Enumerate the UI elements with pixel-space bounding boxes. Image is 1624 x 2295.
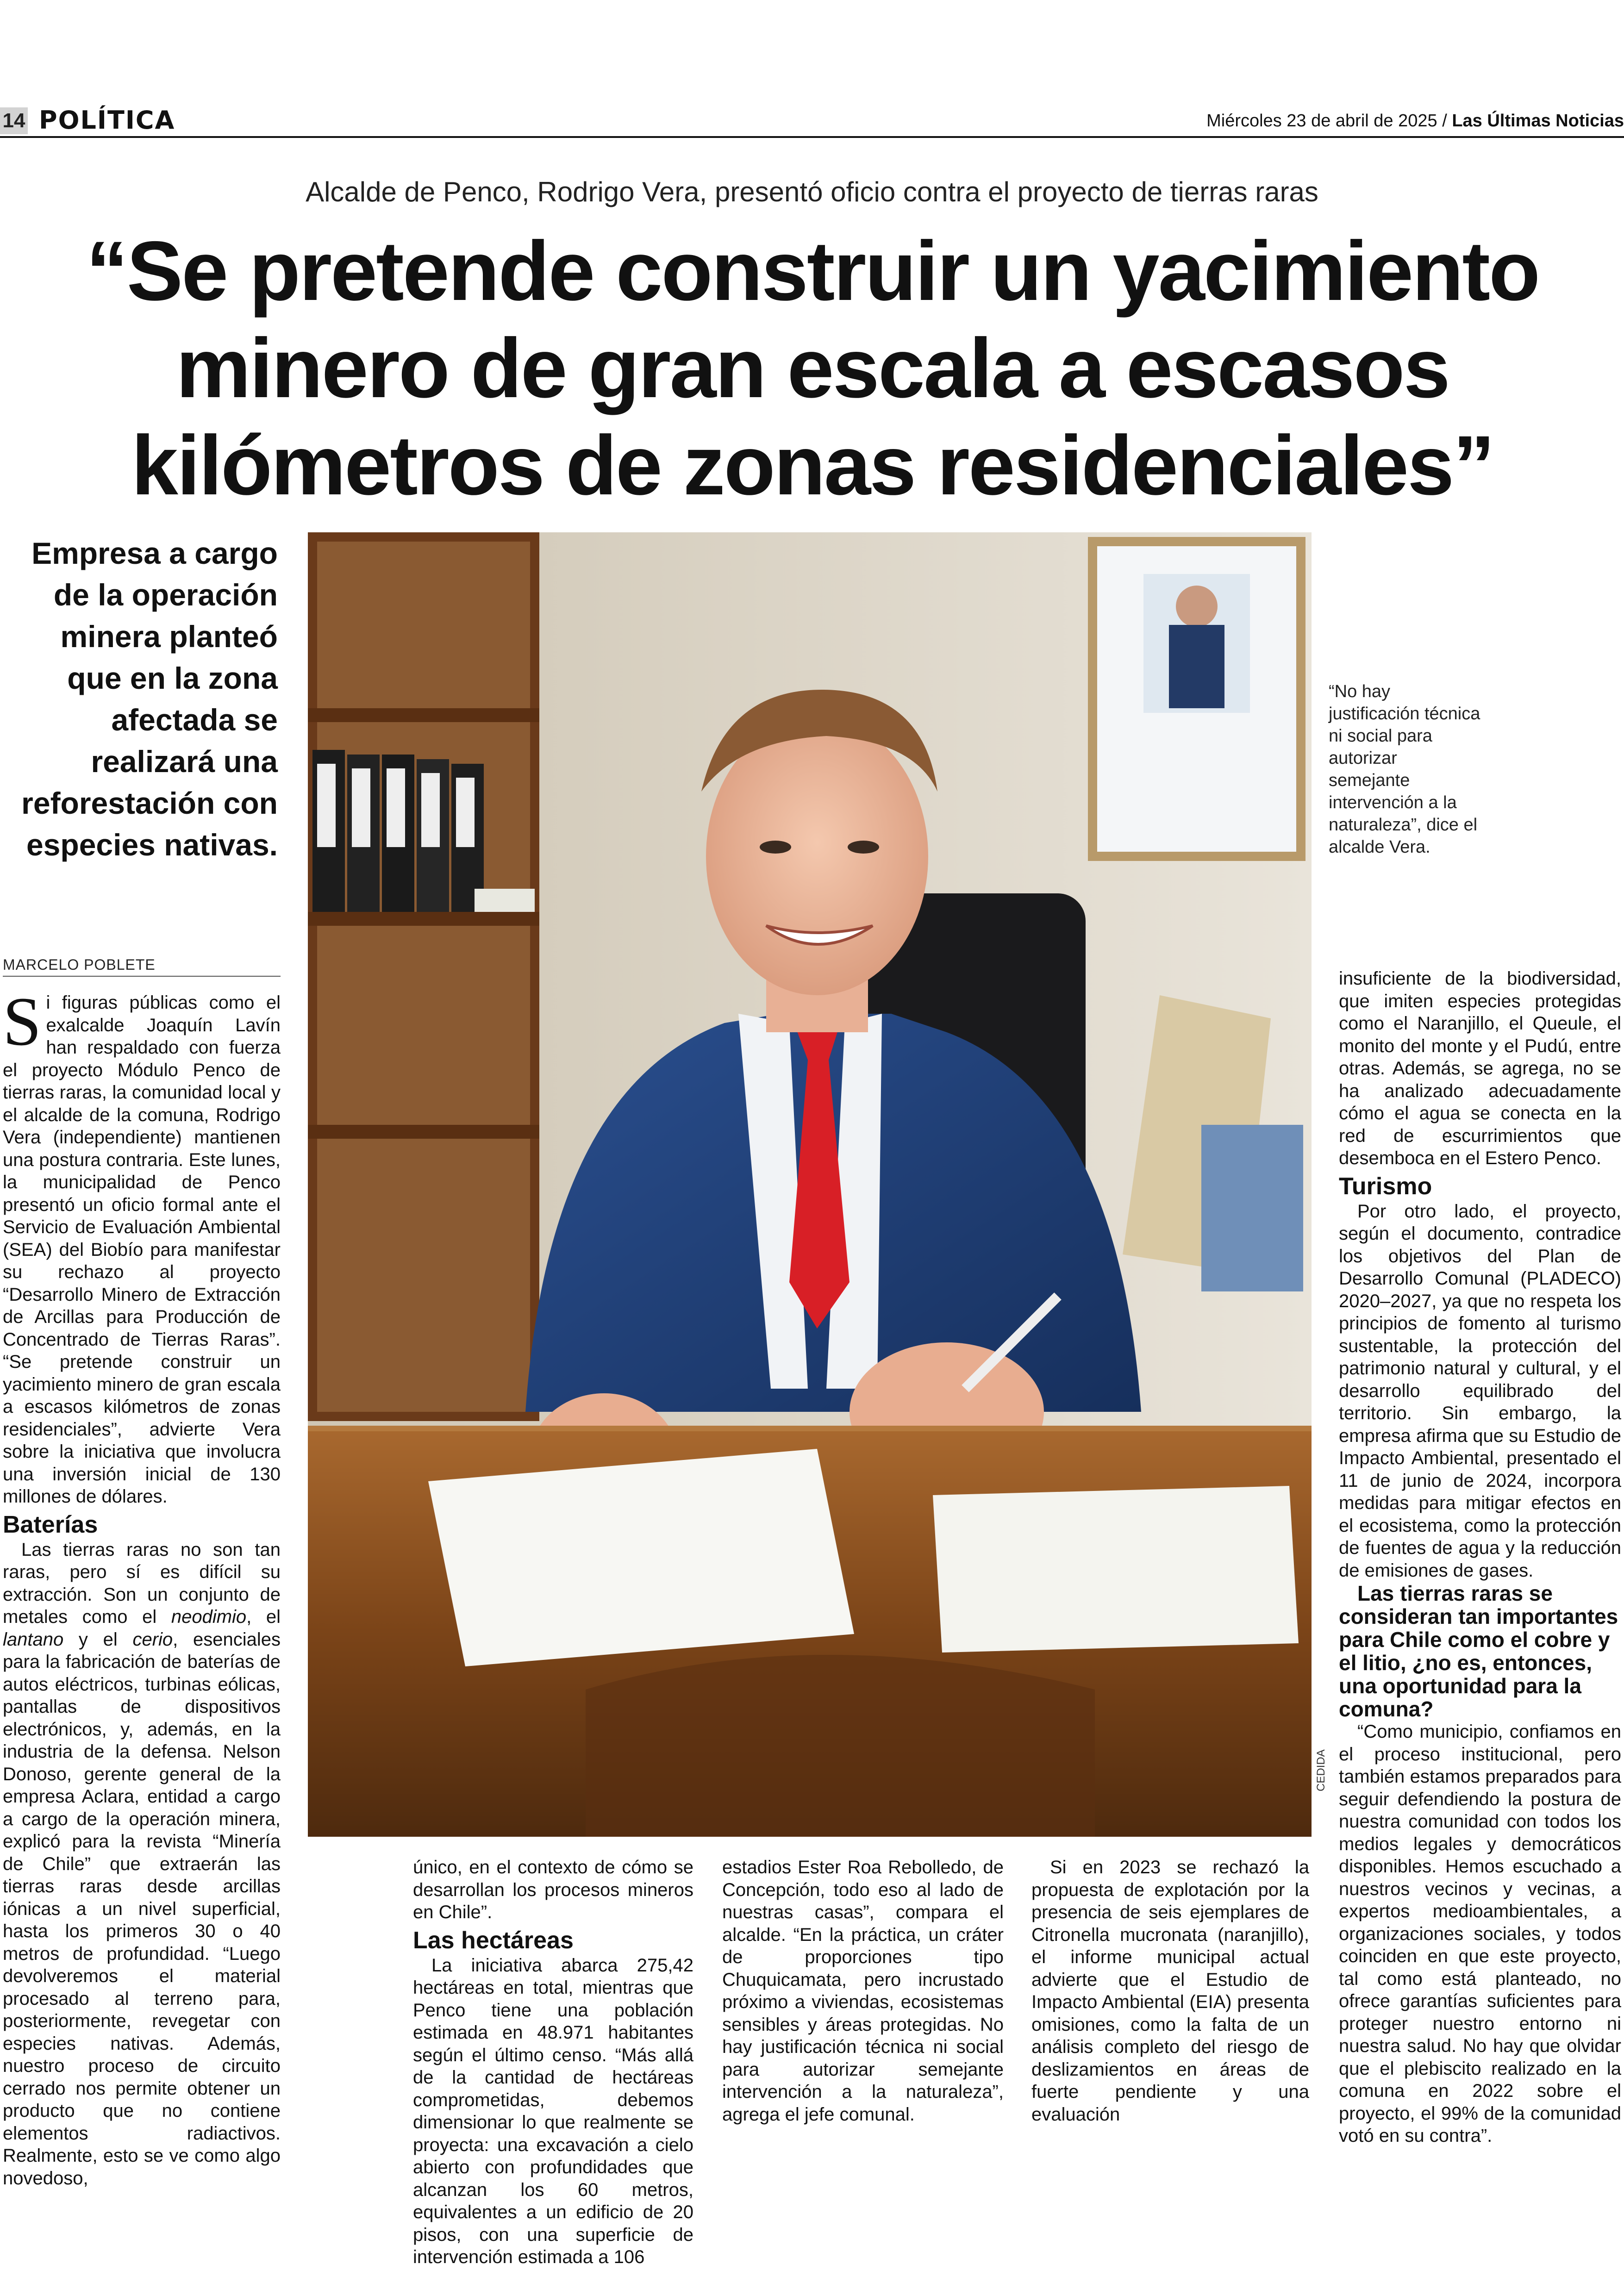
term-cerio: cerio bbox=[132, 1629, 173, 1650]
article-paragraph: Si en 2023 se rechazó la propuesta de explotación por la presencia de seis ejemplares de Citronella mucronata (naranjillo), el informe municipal actual advierte que el Estudio de Impacto Ambiental (EIA) presenta omisiones, como la falta de un análisis completo del riesgo de deslizamientos en áreas de fuerte pendiente y una evaluación bbox=[1031, 1857, 1309, 2125]
dateline bbox=[1206, 111, 1624, 131]
article-paragraph: La iniciativa abarca 275,42 hectáreas en total, mientras que Penco tiene una población estimada en 48.971 habitantes según el último censo. “Más allá de la cantidad de hectáreas comprometidas, debemos dimensionar lo que realmente se proyecta: una excavación a cielo abierto con profundidades que alcanzan los 60 metros, equivalentes a un edificio de 20 pisos, con una superficie de intervención estimada a 106 bbox=[413, 1955, 693, 2267]
text-run: Las tierras raras no son tan raras, pero sí es difícil su extracción. Son un conjunto de metales como el bbox=[3, 1539, 281, 1627]
issue-date: Miércoles 23 de abril de 2025 bbox=[1206, 111, 1437, 131]
lead-paragraph-text: i figuras públicas como el exalcalde Joaquín Lavín han respaldado con fuerza el proyecto Módulo Penco de tierras raras, la comunidad local y el alcalde de la comuna, Rodrigo Vera (independiente) mantienen una postura contraria. Este lunes, la municipalidad de Penco presentó un oficio formal ante el Servicio de Evaluación Ambiental (SEA) del Biobío para manifestar su rechazo al proyecto “Desarrollo Minero de Extracción de Arcillas para Producción de Concentrado de Tierras Raras”. “Se pretende construir un yacimiento minero de gran escala a escasos kilómetros de zonas residenciales”, advierte Vera sobre la iniciativa que involucra una inversión inicial de 130 millones de dólares. bbox=[3, 992, 281, 1507]
article-column-4 bbox=[1031, 1856, 1309, 2126]
article-column-5 bbox=[1339, 967, 1621, 2147]
deck: Empresa a cargo de la operación minera planteó que en la zona afectada se realizará una reforestación con especies nativas. bbox=[21, 536, 278, 862]
header-rule bbox=[0, 136, 1624, 138]
article-paragraph: Por otro lado, el proyecto, según el documento, contradice los objetivos del Plan de Desarrollo Comunal (PLADECO) 2020–2027, ya que no respeta los principios de fomento al turismo sustentable, la protección del patrimonio natural y cultural, y el desarrollo equilibrado del territorio. Sin embargo, la empresa afirma que su Estudio de Impacto Ambiental, presentado el 11 de junio de 2024, incorpora medidas para mitigar efectos en el ecosistema, como la protección de fuentes de agua y la reducción de emisiones de gases. bbox=[1339, 1201, 1621, 1581]
publication-name: Las Últimas Noticias bbox=[1452, 111, 1624, 131]
interview-question: Las tierras raras se consideran tan importantes para Chile como el cobre y el litio, ¿no es, entonces, una oportunidad para la comuna? bbox=[1339, 1581, 1618, 1721]
article-paragraph bbox=[3, 1539, 281, 2190]
term-lantano: lantano bbox=[3, 1629, 64, 1650]
photo-illustration bbox=[308, 532, 1312, 1837]
article-paragraph: insuficiente de la biodiversidad, que imiten especies protegidas como el Naranjillo, el Queule, el monito del monte y el Pudú, entre otras. Además, se agrega, no se ha analizado adecuadamente cómo el agua se conecta en la red de escurrimientos que desemboca en el Estero Penco. bbox=[1339, 968, 1621, 1168]
photo-credit: CEDIDA bbox=[1315, 1749, 1327, 1791]
subhead-baterias: Baterías bbox=[3, 1511, 98, 1538]
headline: “Se pretende construir un yacimiento minero de gran escala a escasos kilómetros de zonas residenciales” bbox=[86, 224, 1539, 512]
article-paragraph bbox=[3, 983, 281, 1508]
text-run: , esenciales para la fabricación de baterías de autos eléctricos, turbinas eólicas, pantallas de dispositivos electrónicos, y, además, en la industria de la defensa. Nelson Donoso, gerente general de la empresa Aclara, entidad a cargo a cargo de la operación minera, explicó para la revista “Minería de Chile” que extraerán las tierras raras desde arcillas iónicas a un nivel superficial, hasta los primeros 30 o 40 metros de profundidad. “Luego devolveremos el material procesado al terreno para, posteriormente, revegetar con especies nativas. Además, nuestro proceso de circuito cerrado nos permite obtener un producto que no contiene elementos radiactivos. Realmente, esto se ve como algo novedoso, bbox=[3, 1629, 281, 2189]
byline: MARCELO POBLETE bbox=[3, 956, 156, 973]
text-run: , el bbox=[246, 1607, 281, 1627]
photo-caption: “No hay justificación técnica ni social para autorizar semejante intervención a la naturaleza”, dice el alcalde Vera. bbox=[1329, 682, 1480, 857]
kicker: Alcalde de Penco, Rodrigo Vera, presentó oficio contra el proyecto de tierras raras bbox=[306, 176, 1318, 207]
subhead-hectareas: Las hectáreas bbox=[413, 1927, 574, 1954]
article-paragraph-continued: estadios Ester Roa Rebolledo, de Concepción, todo eso al lado de nuestras casas”, compara el alcalde. “En la práctica, un cráter de proporciones tipo Chuquicamata, pero incrustado próximo a viviendas, ecosistemas sensibles y áreas protegidas. No hay justificación técnica ni social para autorizar semejante intervención a la naturaleza”, agrega el jefe comunal. bbox=[722, 1857, 1004, 2125]
section-title: POLÍTICA bbox=[39, 106, 175, 135]
term-neodimio: neodimio bbox=[171, 1607, 247, 1627]
mayor-photo bbox=[308, 532, 1312, 1837]
article-paragraph: único, en el contexto de cómo se desarrollan los procesos mineros en Chile”. bbox=[413, 1857, 693, 1922]
subhead-turismo: Turismo bbox=[1339, 1172, 1432, 1200]
drop-cap: S bbox=[3, 983, 42, 1060]
article-paragraph: “Como municipio, confiamos en el proceso institucional, pero también estamos preparados para seguir defendiendo la postura de nuestra comunidad con todos los medios legales y democráticos disponibles. Hemos escuchado a nuestros vecinos y vecinas, a expertos medioambientales, a organizaciones sociales, y todos coinciden en que este proyecto, tal como está planteado, no ofrece garantías suficientes para proteger nuestro entorno ni nuestra salud. No hay que olvidar que el plebiscito realizado en la comuna en 2022 sobre el proyecto, el 99% de la comunidad votó en su contra”. bbox=[1339, 1721, 1621, 2146]
page-number: 14 bbox=[0, 107, 28, 134]
article-column-1 bbox=[3, 983, 281, 2189]
article-column-2 bbox=[413, 1856, 693, 2269]
dateline-separator: / bbox=[1442, 111, 1447, 131]
byline-rule bbox=[3, 976, 281, 977]
article-column-3 bbox=[722, 1856, 1004, 2126]
text-run: y el bbox=[63, 1629, 133, 1650]
